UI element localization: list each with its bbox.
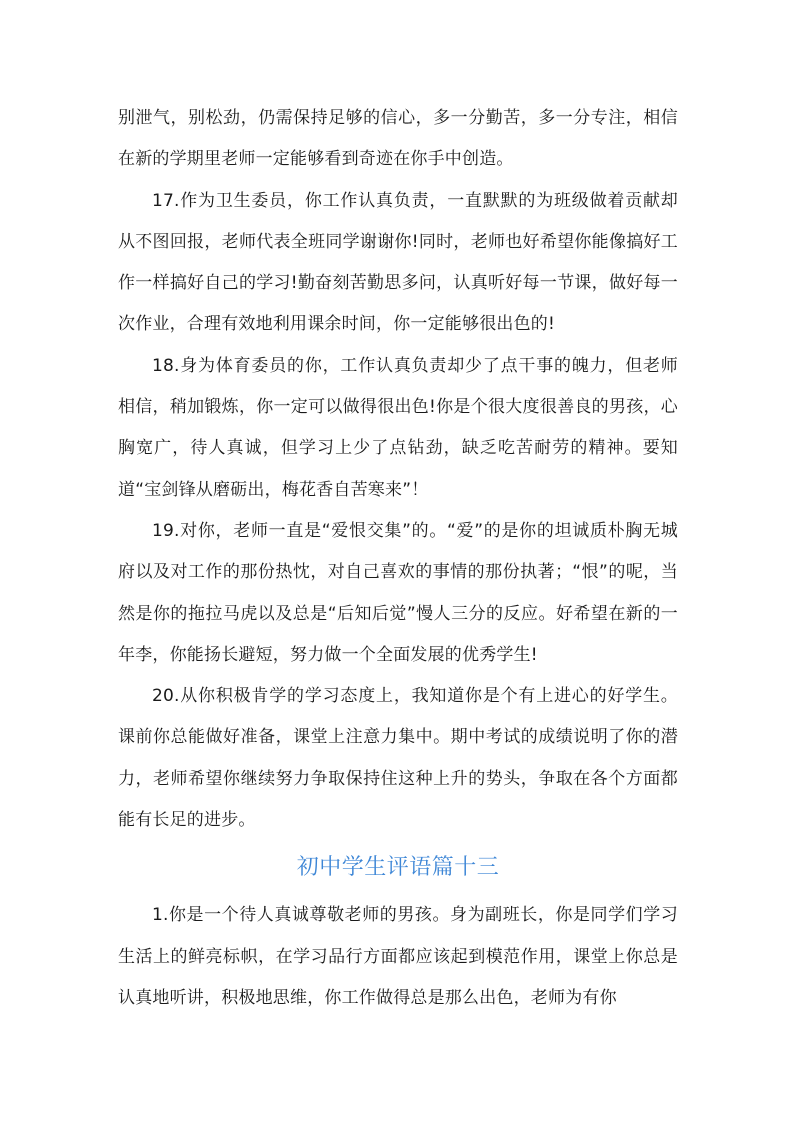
paragraph-comment-17: 17.作为卫生委员，你工作认真负责，一直默默的为班级做着贡献却从不图回报，老师代表全班同学谢谢你!同时，老师也好希望你能像搞好工作一样搞好自己的学习!勤奋刻苦勤思多问，认真听好每一节课，做好每一次作业，合理有效地利用课余时间，你一定能够很出色的! <box>118 190 678 335</box>
paragraph-continuation: 别泄气，别松劲，仍需保持足够的信心，多一分勤苦，多一分专注，相信在新的学期里老师一定能够看到奇迹在你手中创造。 <box>118 108 678 170</box>
document-body <box>118 98 678 1019</box>
paragraph-comment-19: 19.对你，老师一直是“爱恨交集”的。“爱”的是你的坦诚质朴胸无城府以及对工作的那份热忱，对自己喜欢的事情的那份执著；“恨”的呢，当然是你的拖拉马虎以及总是“后知后觉”慢人三分的反应。好希望在新的一年李，你能扬长避短，努力做一个全面发展的优秀学生! <box>118 520 678 665</box>
section-heading: 初中学生评语篇十三 <box>296 855 500 881</box>
paragraph-comment-20: 20.从你积极肯学的学习态度上，我知道你是个有上进心的好学生。课前你总能做好准备，课堂上注意力集中。期中考试的成绩说明了你的潜力，老师希望你继续努力争取保持住这种上升的势头，争取在各个方面都能有长足的进步。 <box>118 686 678 831</box>
paragraph-comment-18: 18.身为体育委员的你，工作认真负责却少了点干事的魄力，但老师相信，稍加锻炼，你一定可以做得很出色!你是个很大度很善良的男孩，心胸宽广，待人真诚，但学习上少了点钻劲，缺乏吃苦耐劳的精神。要知道“宝剑锋从磨砺出，梅花香自苦寒来”！ <box>118 355 678 500</box>
paragraph-comment-1: 1.你是一个待人真诚尊敬老师的男孩。身为副班长，你是同学们学习生活上的鲜亮标帜，在学习品行方面都应该起到模范作用，课堂上你总是认真地听讲，积极地思维，你工作做得总是那么出色，老师为有你 <box>118 905 678 1008</box>
